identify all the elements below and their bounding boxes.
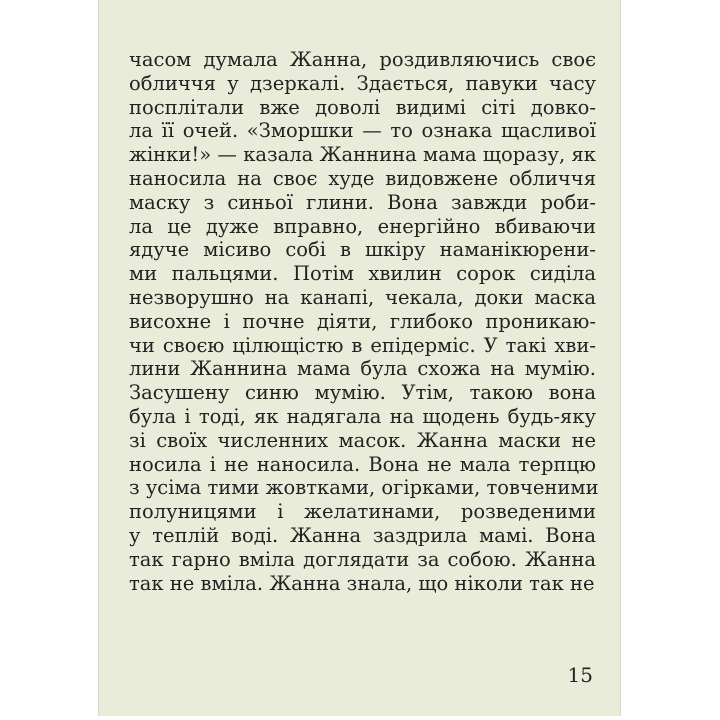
text-line: наносила на своє худе видовжене обличчя — [129, 166, 596, 190]
text-line: маску з синьої глини. Вона завжди роби- — [129, 190, 596, 214]
text-line: ла це дуже вправно, енергійно вбиваючи — [129, 214, 596, 238]
text-line: ми пальцями. Потім хвилин сорок сиділа — [129, 262, 596, 286]
text-line: лини Жаннина мама була схожа на мумію. — [129, 357, 596, 381]
text-line: носила і не наносила. Вона не мала терпцю — [129, 452, 596, 476]
text-line: ла її очей. «Зморшки — то ознака щасливої — [129, 119, 596, 143]
book-page — [98, 0, 621, 716]
text-line: незворушно на канапі, чекала, доки маска — [129, 285, 596, 309]
text-line: часом думала Жанна, роздивляючись своє — [129, 48, 596, 71]
text-line: висохне і почне діяти, глибоко проникаю- — [129, 309, 596, 333]
text-line: так не вміла. Жанна знала, що ніколи так не — [129, 571, 595, 595]
text-line: Засушену синю мумію. Утім, такою вона — [129, 381, 596, 405]
text-line: зі своїх численних масок. Жанна маски не — [129, 428, 596, 452]
text-line: обличчя у дзеркалі. Здається, павуки часу — [129, 71, 596, 95]
page-number: 15 — [567, 663, 593, 687]
text-line: посплітали вже доволі видимі сіті довко- — [129, 95, 596, 119]
text-line: так гарно вміла доглядати за собою. Жанна — [129, 547, 596, 571]
body-text — [129, 48, 599, 595]
text-line: полуницями і желатинами, розведеними — [129, 500, 596, 524]
text-line: у теплій воді. Жанна заздрила мамі. Вона — [129, 523, 596, 547]
text-line: була і тоді, як надягала на щодень будь-яку — [129, 404, 596, 428]
text-line: жінки!» — казала Жаннина мама щоразу, як — [129, 143, 596, 167]
text-line: ядуче місиво собі в шкіру наманікюрени- — [129, 238, 596, 262]
text-line: чи своєю цілющістю в епідерміс. У такі хви- — [129, 333, 596, 357]
text-line: з усіма тими жовтками, огірками, товченими — [129, 476, 599, 500]
